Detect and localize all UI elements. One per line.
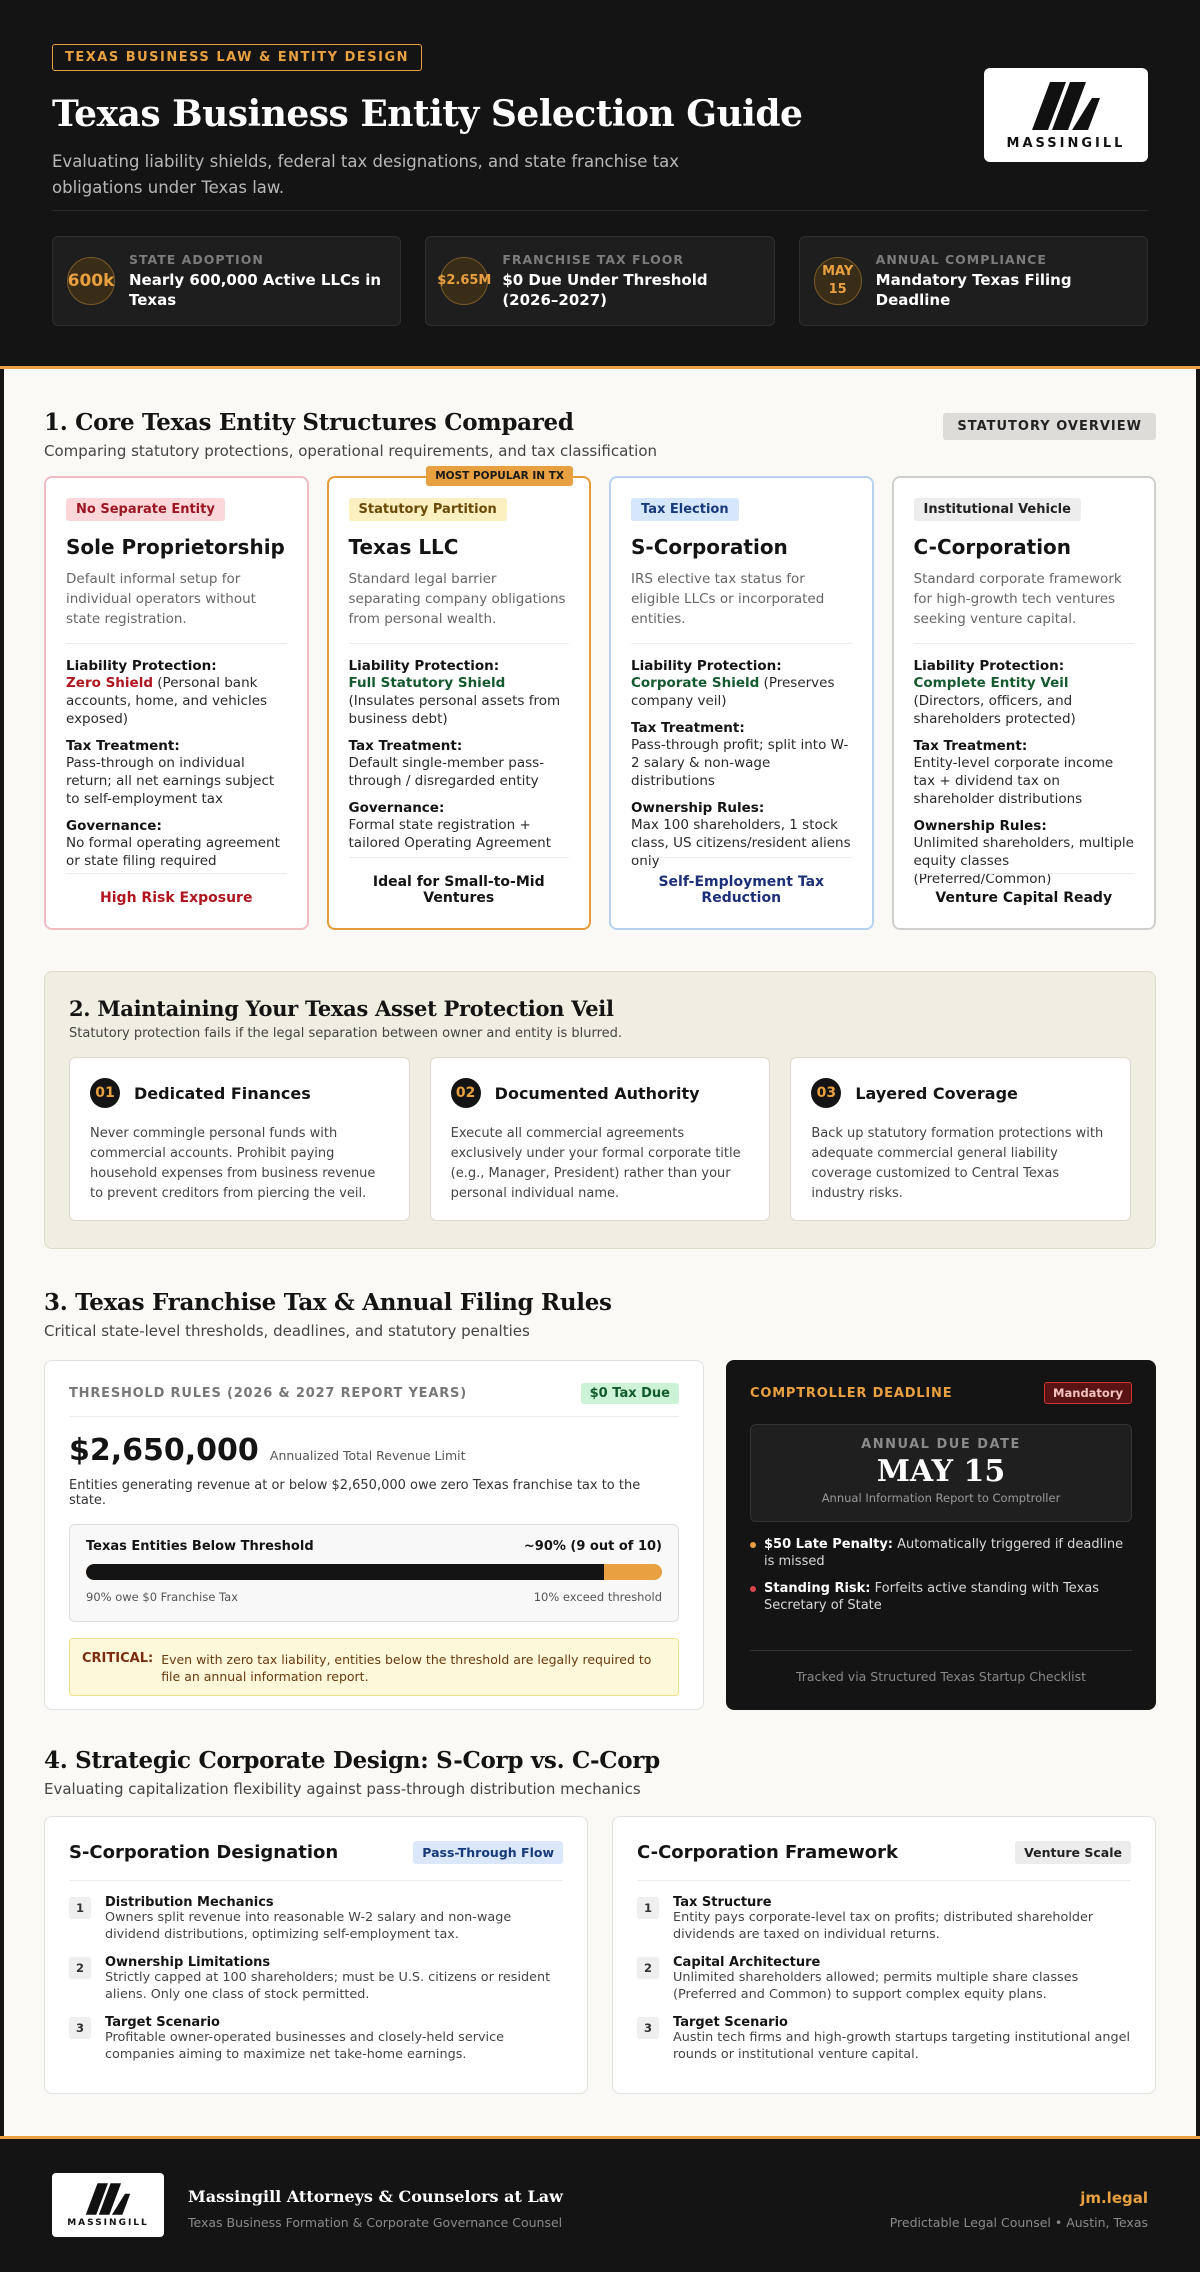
header (0, 0, 1200, 366)
entity-pill: Statutory Partition (349, 498, 507, 521)
threshold-label: THRESHOLD RULES (2026 & 2027 REPORT YEARS) (69, 1386, 467, 1401)
shield-level: Full Statutory Shield (348, 675, 506, 691)
tip-number: 02 (451, 1078, 481, 1108)
entity-desc: Standard corporate framework for high-growth tech ventures seeking venture capital. (913, 571, 1122, 627)
entity-footer: Venture Capital Ready (914, 873, 1135, 906)
card-title: C-Corporation Framework (637, 1842, 899, 1863)
tip-title: Layered Coverage (855, 1083, 1018, 1103)
card-badge: Venture Scale (1015, 1841, 1131, 1864)
s-corp-card (44, 1816, 588, 2094)
card-title: S-Corporation Designation (69, 1842, 339, 1863)
shield-note: (Preserves company veil) (631, 675, 835, 709)
section-title: 3. Texas Franchise Tax & Annual Filing Rules (44, 1289, 612, 1316)
progress-track (86, 1564, 662, 1580)
entity-card-s-corporation (609, 476, 874, 930)
footer (0, 2139, 1200, 2272)
item-heading: Capital Architecture (673, 1955, 821, 1970)
entity-pill: No Separate Entity (66, 498, 225, 521)
tax-treatment: Pass-through profit; split into W-2 salary & non-wage distributions (631, 737, 849, 789)
item-number: 1 (637, 1897, 659, 1919)
tip-card (69, 1057, 410, 1221)
tip-card (430, 1057, 771, 1221)
due-caption: Annual Information Report to Comptroller (821, 1491, 1061, 1505)
field-label: Governance: (66, 818, 162, 834)
bullet-item (750, 1536, 1132, 1570)
tip-body: Never commingle personal funds with commercial accounts. Prohibit paying household expenses from business revenue to prevent creditors from piercing the veil. (90, 1126, 376, 1201)
ownership-rules: Max 100 shareholders, 1 stock class, US citizens/resident aliens only (631, 817, 851, 869)
critical-notice (69, 1638, 679, 1696)
governance: Formal state registration + tailored Operating Agreement (348, 817, 552, 851)
threshold-card (44, 1360, 704, 1710)
most-popular-badge: MOST POPULAR IN TX (426, 466, 573, 486)
section-subtitle: Evaluating capitalization flexibility against pass-through distribution mechanics (44, 1780, 641, 1798)
item-body: Owners split revenue into reasonable W-2 salary and non-wage dividend distributions, optimizing self-employment tax. (105, 1910, 512, 1942)
item-heading: Distribution Mechanics (105, 1895, 274, 1910)
progress-title: Texas Entities Below Threshold (86, 1539, 314, 1554)
threshold-caption: Annualized Total Revenue Limit (269, 1448, 466, 1463)
shield-level: Zero Shield (66, 675, 153, 691)
section-franchise-tax (44, 1289, 1156, 1710)
field-label: Tax Treatment: (631, 720, 745, 736)
item-heading: Target Scenario (673, 2015, 788, 2030)
field-label: Liability Protection: (348, 658, 500, 674)
card-badge: Pass-Through Flow (413, 1841, 563, 1864)
threshold-desc: Entities generating revenue at or below $2,650,000 owe zero Texas franchise tax to the state. (69, 1478, 641, 1508)
list-item (69, 1895, 563, 1943)
firm-location: Predictable Legal Counsel • Austin, Texas (889, 2215, 1148, 2230)
firm-name: Massingill Attorneys & Counselors at Law (188, 2187, 563, 2206)
statutory-overview-badge: STATUTORY OVERVIEW (943, 413, 1156, 440)
field-label: Liability Protection: (631, 658, 782, 674)
entity-desc: Standard legal barrier separating company obligations from personal wealth. (348, 571, 566, 627)
field-label: Ownership Rules: (913, 818, 1047, 834)
stat-label: STATE ADOPTION (129, 252, 264, 267)
governance: No formal operating agreement or state filing required (66, 835, 280, 869)
entity-title: S-Corporation (631, 535, 788, 559)
footer-logo (52, 2173, 164, 2237)
list-item (69, 2015, 563, 2063)
field-label: Tax Treatment: (913, 738, 1028, 754)
field-label: Ownership Rules: (631, 800, 765, 816)
shield-note: (Insulates personal assets from business debt) (348, 693, 561, 727)
entity-title: C-Corporation (913, 535, 1072, 559)
entity-cards (44, 470, 1156, 930)
item-body: Entity pays corporate-level tax on profits; distributed shareholder dividends are taxed on individual returns. (673, 1910, 1094, 1942)
entity-footer: Ideal for Small-to-Mid Ventures (349, 857, 570, 906)
item-number: 3 (69, 2017, 91, 2039)
mandatory-badge: Mandatory (1044, 1382, 1132, 1404)
item-body: Austin tech firms and high-growth startups targeting institutional angel rounds or institutional venture capital. (673, 2030, 1130, 2062)
progress-fill (86, 1564, 604, 1580)
bullet-bold: $50 Late Penalty: (764, 1537, 893, 1552)
tip-title: Documented Authority (494, 1083, 700, 1103)
field-label: Governance: (348, 800, 445, 816)
tip-title: Dedicated Finances (134, 1083, 311, 1103)
entity-title: Texas LLC (348, 535, 459, 559)
ownership-rules: Unlimited shareholders, multiple equity classes (Preferred/Common) (913, 835, 1134, 887)
list-item (637, 1895, 1131, 1943)
due-date-box (750, 1424, 1132, 1522)
list-item (69, 1955, 563, 2003)
section-subtitle: Statutory protection fails if the legal separation between owner and entity is blurred. (69, 1026, 623, 1041)
field-label: Liability Protection: (66, 658, 217, 674)
shield-note: (Directors, officers, and shareholders protected) (913, 693, 1076, 727)
header-tag: TEXAS BUSINESS LAW & ENTITY DESIGN (52, 44, 422, 71)
critical-text: Even with zero tax liability, entities below the threshold are legally required to file an annual information report. (161, 1652, 652, 1684)
logo-text: MASSINGILL (1006, 135, 1126, 151)
tip-number: 03 (811, 1078, 841, 1108)
entity-title: Sole Proprietorship (66, 535, 285, 559)
entity-pill: Institutional Vehicle (914, 498, 1081, 521)
threshold-progress (69, 1524, 679, 1622)
header-divider (52, 210, 1148, 211)
stat-value: Nearly 600,000 Active LLCs in Texas (129, 271, 382, 309)
entity-card-sole-proprietorship (44, 476, 309, 930)
stat-annual-compliance (799, 236, 1148, 326)
protection-tips (69, 1057, 1131, 1221)
section-corporate-design (44, 1747, 1156, 2094)
section-subtitle: Comparing statutory protections, operational requirements, and tax classification (44, 442, 658, 460)
section-entity-comparison (44, 409, 1156, 930)
field-label: Tax Treatment: (66, 738, 180, 754)
item-number: 2 (69, 1957, 91, 1979)
item-number: 1 (69, 1897, 91, 1919)
list-item (637, 2015, 1131, 2063)
item-heading: Target Scenario (105, 2015, 220, 2030)
firm-tagline[interactable]: Texas Business Formation & Corporate Governance Counsel (188, 2215, 563, 2230)
item-body: Unlimited shareholders allowed; permits multiple share classes (Preferred and Common) to support complex equity plans. (673, 1970, 1079, 2002)
stats-row (52, 236, 1148, 326)
page-title: Texas Business Entity Selection Guide (52, 93, 803, 135)
due-date: MAY 15 (876, 1454, 1006, 1489)
due-label: ANNUAL DUE DATE (861, 1437, 1021, 1452)
tax-treatment: Entity-level corporate income tax + dividend tax on shareholder distributions (913, 755, 1114, 807)
progress-right-label: 10% exceed threshold (533, 1590, 662, 1604)
item-body: Strictly capped at 100 shareholders; must be U.S. citizens or resident aliens. Only one class of stock permitted. (105, 1970, 551, 2002)
bullet-text: Automatically triggered if deadline is missed (764, 1537, 1124, 1569)
deadline-card (726, 1360, 1156, 1710)
deadline-label: COMPTROLLER DEADLINE (750, 1385, 953, 1401)
stat-state-adoption (52, 236, 401, 326)
stat-value: $0 Due Under Threshold (2026–2027) (502, 271, 708, 309)
bullet-item (750, 1580, 1132, 1614)
item-number: 2 (637, 1957, 659, 1979)
logo-mark-icon (1030, 80, 1102, 132)
main-content (4, 369, 1196, 2136)
entity-footer: Self-Employment Tax Reduction (631, 857, 852, 906)
progress-left-label: 90% owe $0 Franchise Tax (86, 1590, 239, 1604)
bullet-dot-icon (750, 1586, 756, 1592)
section-asset-protection (44, 971, 1156, 1249)
c-corp-card (612, 1816, 1156, 2094)
tax-treatment: Pass-through on individual return; all net earnings subject to self-employment tax (66, 755, 275, 807)
stat-franchise-tax (425, 236, 774, 326)
progress-value: ~90% (9 out of 10) (523, 1539, 662, 1554)
stat-label: ANNUAL COMPLIANCE (875, 252, 1047, 267)
shield-level: Complete Entity Veil (913, 675, 1069, 691)
deadline-bullets (750, 1536, 1132, 1614)
entity-desc: IRS elective tax status for eligible LLCs or incorporated entities. (631, 571, 825, 627)
critical-label: CRITICAL: (82, 1651, 154, 1666)
shield-note: (Personal bank accounts, home, and vehicles exposed) (66, 675, 268, 727)
entity-desc: Default informal setup for individual operators without state registration. (66, 571, 256, 627)
tip-body: Execute all commercial agreements exclusively under your formal corporate title (e.g., Manager, President) rather than your personal individual name. (450, 1126, 741, 1201)
footer-logo-text: MASSINGILL (67, 2218, 149, 2228)
entity-card-c-corporation (892, 476, 1157, 930)
entity-footer: High Risk Exposure (66, 873, 287, 906)
stat-badge: MAY 15 (814, 257, 862, 305)
zero-tax-badge: $0 Tax Due (581, 1383, 679, 1404)
stat-badge: 600k (67, 257, 115, 305)
bullet-text: Forfeits active standing with Texas Secretary of State (764, 1581, 1100, 1613)
item-heading: Tax Structure (673, 1895, 772, 1910)
field-label: Tax Treatment: (348, 738, 463, 754)
entity-pill: Tax Election (631, 498, 739, 521)
firm-logo (984, 68, 1148, 162)
section-title: 2. Maintaining Your Texas Asset Protection Veil (69, 996, 614, 1021)
bullet-dot-icon (750, 1542, 756, 1548)
list-item (637, 1955, 1131, 2003)
section-subtitle: Critical state-level thresholds, deadlines, and statutory penalties (44, 1322, 530, 1340)
tax-treatment: Default single-member pass-through / disregarded entity (348, 755, 545, 789)
firm-website-link[interactable]: jm.legal (1080, 2189, 1148, 2207)
stat-value: Mandatory Texas Filing Deadline (875, 271, 1072, 309)
tip-body: Back up statutory formation protections with adequate commercial general liability coverage customized to Central Texas industry risks. (811, 1126, 1104, 1201)
item-body: Profitable owner-operated businesses and closely-held service companies aiming to maximize net take-home earnings. (105, 2030, 505, 2062)
threshold-amount: $2,650,000 (69, 1433, 259, 1468)
page-subtitle: Evaluating liability shields, federal tax designations, and state franchise tax obligations under Texas law. (52, 152, 679, 197)
tip-number: 01 (90, 1078, 120, 1108)
shield-level: Corporate Shield (631, 675, 760, 691)
logo-mark-icon (84, 2182, 132, 2216)
bullet-bold: Standing Risk: (764, 1581, 871, 1596)
item-heading: Ownership Limitations (105, 1955, 271, 1970)
stat-label: FRANCHISE TAX FLOOR (502, 252, 684, 267)
entity-card-texas-llc (327, 470, 592, 930)
tip-card (790, 1057, 1131, 1221)
section-title: 1. Core Texas Entity Structures Compared (44, 409, 574, 436)
section-title: 4. Strategic Corporate Design: S-Corp vs. C-Corp (44, 1747, 660, 1774)
stat-badge: $2.65M (440, 257, 488, 305)
item-number: 3 (637, 2017, 659, 2039)
field-label: Liability Protection: (913, 658, 1065, 674)
deadline-footer: Tracked via Structured Texas Startup Checklist (750, 1650, 1132, 1684)
